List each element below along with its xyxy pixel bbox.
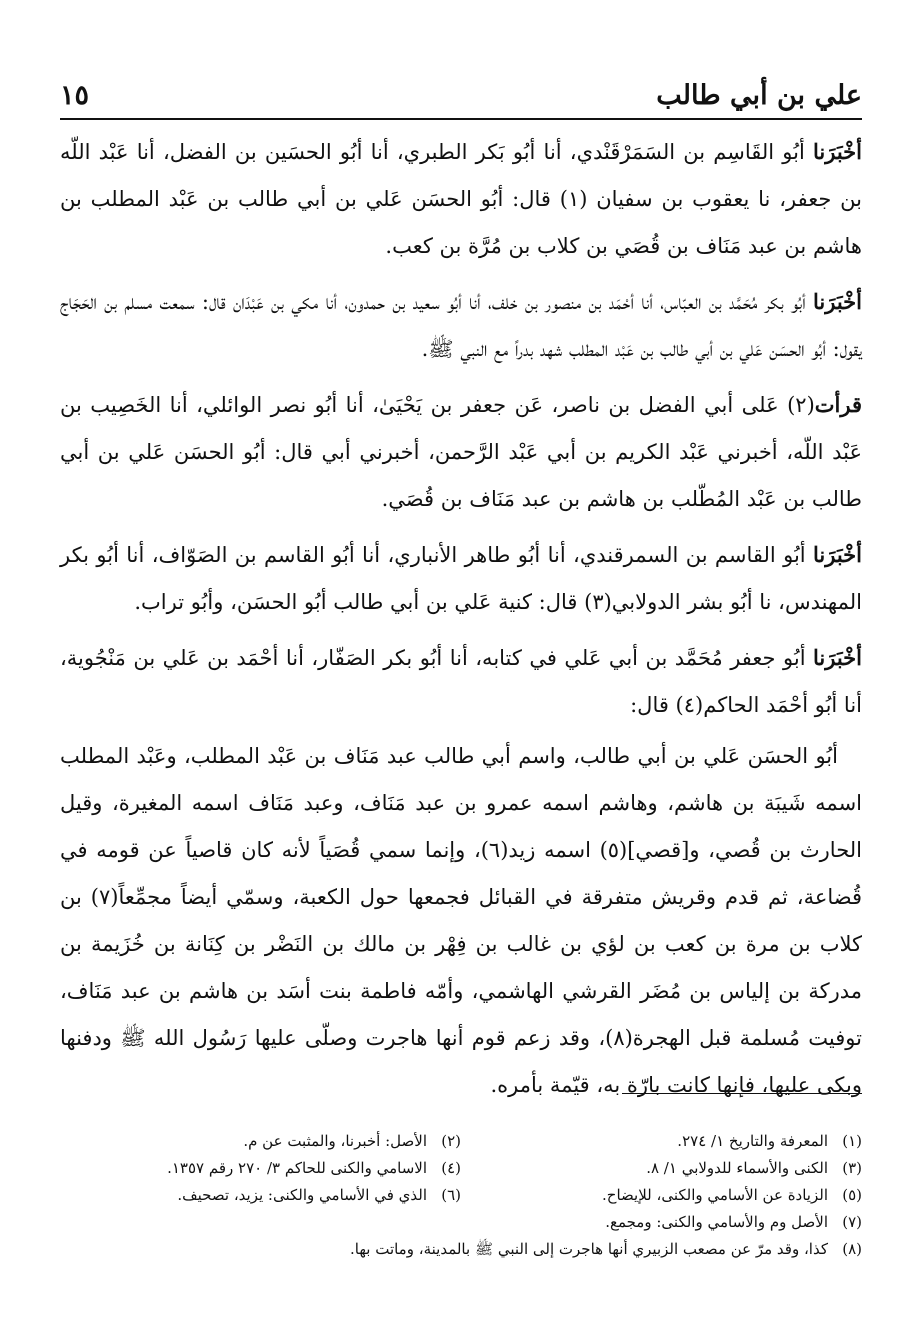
footnote-text: الزيادة عن الأسامي والكنى، للإيضاح. — [602, 1186, 828, 1204]
running-header — [60, 78, 862, 114]
paragraph-text: أبُو بكر مُحَمَّد بن العبّاس، أنا أحْمَد بن منصور بن خلف، أنا أبُو سعيد بن حمدون، أنا مكي بن عَبْدَان قال: سمعت مسلم بن الحَجَاج يقول: أبُو الحسَن عَلي بن أبي طالب بن عَبْد المطلب شهد بدراً مع النبي ﷺ. — [60, 290, 862, 361]
footnotes — [60, 1128, 862, 1263]
paragraph — [60, 531, 862, 626]
footnote-number: (٤) — [441, 1159, 461, 1177]
footnote-number: (٢) — [441, 1132, 461, 1150]
paragraph-lead: أخْبَرَنا — [813, 289, 862, 314]
footnote-number: (٧) — [842, 1213, 862, 1231]
paragraph-text: أبُو القَاسِم بن السَمَرْقَنْدي، أنا أبُو بَكر الطبري، أنا أبُو الحسَين بن الفضل، أنا عَبْد اللّه بن جعفر، نا يعقوب بن سفيان (١) قال: أبُو الحسَن عَلي بن أبي طالب بن عَبْد المطلب بن هاشم بن عبد مَنَاف بن قُصَي بن كلاب بن مُرَّة بن كعب. — [60, 140, 862, 258]
footnote-text: الأصل: أخبرنا، والمثبت عن م. — [243, 1132, 427, 1150]
footnote-text: الكنى والأسماء للدولابي ١/ ٨. — [646, 1159, 828, 1177]
paragraph — [60, 381, 862, 523]
main-text — [60, 128, 862, 1117]
paragraph-text: أبُو القاسم بن السمرقندي، أنا أبُو طاهر الأنباري، أنا أبُو القاسم بن الصَوّاف، أنا أبُو بكر المهندس، نا أبُو بشر الدولابي(٣) قال: كنية عَلي بن أبي طالب أبُو الحسَن، وأبُو تراب. — [60, 543, 862, 614]
page-number: ١٥ — [60, 80, 90, 111]
footnote — [461, 1182, 862, 1209]
paragraph — [60, 733, 862, 1109]
paragraph-lead: قرأت — [814, 392, 862, 417]
footnote-number: (١) — [842, 1132, 862, 1150]
paragraph-text: أبُو جعفر مُحَمَّد بن أبي عَلي في كتابه، أنا أبُو بكر الصَفّار، أنا أحْمَد بن عَلي بن مَنْجُوية، أنا أبُو أحْمَد الحاكم(٤) قال: — [60, 646, 862, 717]
footnote-row — [60, 1128, 862, 1155]
paragraph-lead: أخْبَرَنا — [813, 542, 862, 567]
footnote-row — [60, 1182, 862, 1209]
footnote-number: (٨) — [842, 1240, 862, 1258]
footnote-text: الاسامي والكنى للحاكم ٣/ ٢٧٠ رقم ١٣٥٧. — [167, 1159, 427, 1177]
footnote — [60, 1155, 461, 1182]
footnote-text: المعرفة والتاريخ ١/ ٢٧٤. — [677, 1132, 828, 1150]
footnote — [60, 1236, 862, 1263]
footnote — [60, 1209, 862, 1236]
footnote-text: الذي في الأسامي والكنى: يزيد، تصحيف. — [177, 1186, 427, 1204]
paragraph — [60, 128, 862, 270]
paragraph-lead: أخْبَرَنا — [813, 139, 862, 164]
header-rule — [60, 118, 862, 120]
footnote-number: (٦) — [441, 1186, 461, 1204]
footnote — [60, 1182, 461, 1209]
footnote-rule — [622, 1093, 862, 1094]
paragraph-text: (٢) عَلى أبي الفضل بن ناصر، عَن جعفر بن يَحْيَىٰ، أنا أبُو نصر الوائلي، أنا الخَصِيب بن عَبْد اللّه، أخبرني عَبْد الكريم بن أبي عَبْد الرَّحمن، أخبرني أبي قال: أبُو الحسَن عَلي بن أبي طالب بن عَبْد المُطّلب بن هاشم بن عبد مَنَاف بن قُصَي. — [60, 393, 862, 511]
footnote — [461, 1128, 862, 1155]
paragraph-text: أبُو الحسَن عَلي بن أبي طالب، واسم أبي طالب عبد مَنَاف بن عَبْد المطلب، وعَبْد المطلب اسمه شَيبَة بن هاشم، وهاشم اسمه عمرو بن عبد مَنَاف، وعبد مَنَاف اسمه المغيرة، وقيل الحارث بن قُصي، و[قصي](٥) اسمه زيد(٦)، وإنما سمي قُصَياً لأنه كان قاصياً عن قومه في قُضاعة، ثم قدم وقريش متفرقة في القبائل فجمعها حول الكعبة، وسمّي أيضاً مجمِّعاً(٧) بن كلاب بن مرة بن كعب بن لؤي بن غالب بن فِهْر بن مالك بن النَضْر بن كِنَانة بن خُزَيمة بن مدركة بن إلياس بن مُضَر القرشي الهاشمي، وأمّه فاطمة بنت أسَد بن هاشم بن عبد مَنَاف، توفيت مُسلمة قبل الهجرة(٨)، وقد زعم قوم أنها هاجرت وصلّى عليها رَسُول الله ﷺ ودفنها وبكى عليها، فإنها كانت بارّة به، قيّمة بأمره. — [60, 744, 863, 1097]
footnote — [461, 1155, 862, 1182]
footnote-text: كذا، وقد مرّ عن مصعب الزبيري أنها هاجرت إلى النبي ﷺ بالمدينة، وماتت بها. — [350, 1240, 828, 1258]
footnote-text: الأصل وم والأسامي والكنى: ومجمع. — [605, 1213, 828, 1231]
footnote-number: (٣) — [842, 1159, 862, 1177]
footnote — [60, 1128, 461, 1155]
paragraph — [60, 278, 862, 373]
footnote-number: (٥) — [842, 1186, 862, 1204]
paragraph-lead: أخْبَرَنا — [813, 645, 862, 670]
running-title: علي بن أبي طالب — [656, 80, 862, 111]
footnote-row — [60, 1155, 862, 1182]
paragraph — [60, 634, 862, 729]
